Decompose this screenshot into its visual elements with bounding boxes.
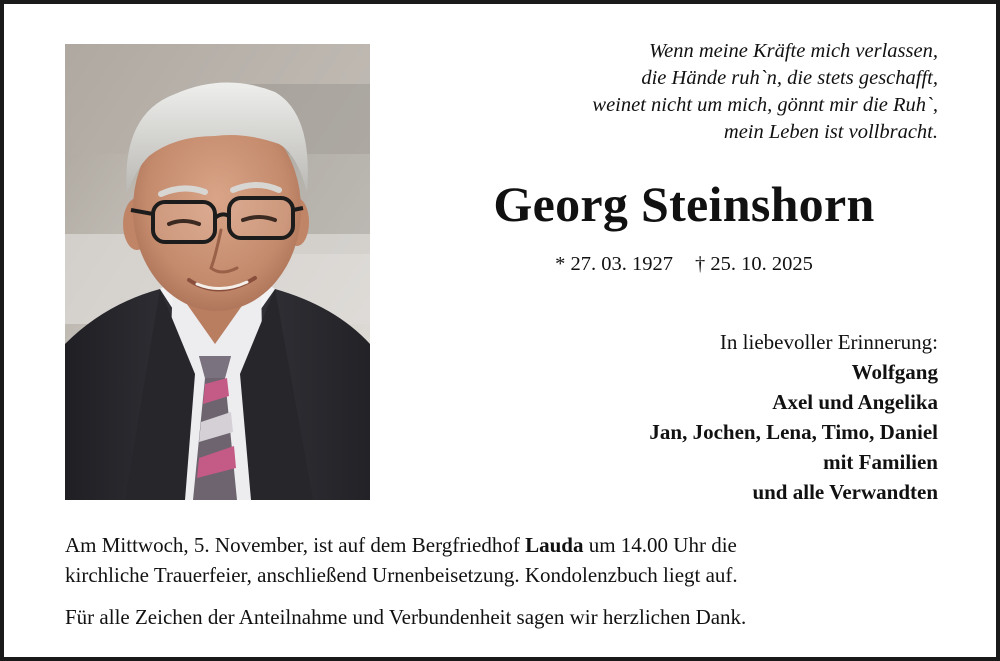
- mourners-intro: In liebevoller Erinnerung:: [719, 330, 938, 354]
- poem-line: Wenn meine Kräfte mich verlassen,: [648, 40, 938, 62]
- poem-line: die Hände ruh`n, die stets geschafft,: [641, 67, 938, 89]
- birth-date: * 27. 03. 1927: [555, 253, 673, 275]
- death-date: † 25. 10. 2025: [695, 253, 813, 275]
- deceased-name: Georg Steinshorn: [493, 176, 875, 232]
- mourner-name: Axel und Angelika: [772, 390, 938, 414]
- notice-line-1: [65, 530, 945, 560]
- mourners-block: [418, 327, 938, 507]
- mourner-name: Jan, Jochen, Lena, Timo, Daniel: [649, 420, 938, 444]
- notice-location: Lauda: [525, 533, 584, 557]
- notice-text: Am Mittwoch, 5. November, ist auf dem Bergfriedhof: [65, 533, 526, 557]
- poem-verse: [418, 38, 938, 146]
- poem-line: mein Leben ist vollbracht.: [723, 121, 938, 143]
- thanks-line: Für alle Zeichen der Anteilnahme und Verbundenheit sagen wir herzlichen Dank.: [65, 605, 747, 629]
- notice-line-2: kirchliche Trauerfeier, anschließend Urnenbeisetzung. Kondolenzbuch liegt auf.: [65, 563, 738, 587]
- portrait-photo: [65, 44, 370, 500]
- mourner-name: und alle Verwandten: [752, 480, 938, 504]
- notice-text: um 14.00 Uhr die: [583, 533, 737, 557]
- mourner-name: Wolfgang: [851, 360, 938, 384]
- life-dates: [434, 250, 934, 278]
- poem-line: weinet nicht um mich, gönnt mir die Ruh`,: [592, 94, 938, 116]
- mourner-name: mit Familien: [823, 450, 938, 474]
- funeral-notice: [65, 530, 945, 590]
